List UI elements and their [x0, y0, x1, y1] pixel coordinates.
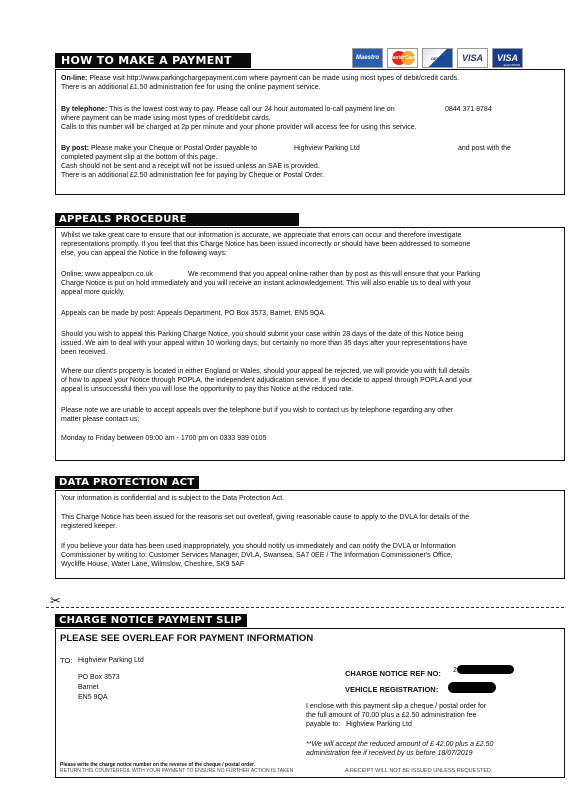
appeals-popla-1: Where our client's property is located in either England or Wales, should your appeal be rejected, we will provide you with full details [61, 368, 470, 375]
slip-footer-1: Please write the charge notice number on the reverse of the cheque / postal order. [60, 762, 256, 768]
post-line-1b: and post with the [458, 145, 511, 152]
appeals-window-1: Should you wish to appeal this Parking Charge Notice, you should submit your case within 28 days of the date of this Notice being [61, 331, 464, 338]
enclose-line-1: I enclose with this payment slip a cheque / postal order for [306, 703, 487, 710]
appeals-window-3: been received. [61, 349, 107, 356]
appeals-popla-2: of how to appeal your Notice through POPLA, the independent adjudication service. If you decide to appeal through POPLA and your [61, 377, 473, 384]
reduced-line-1: **We will accept the reduced amount of £ 42.00 plus a £2.50 [306, 741, 494, 748]
slip-address-3: EN5 9QA [78, 694, 108, 701]
post-line-2: completed payment slip at the bottom of this page. [61, 154, 218, 161]
data-protection-header: DATA PROTECTION ACT [55, 476, 199, 489]
payment-header: HOW TO MAKE A PAYMENT [55, 53, 251, 68]
appeals-online-3: appeal more quickly. [61, 289, 125, 296]
post-line-4: There is an additional £2.50 administration fee for paying by Cheque or Postal Order. [61, 172, 325, 179]
appeals-hours: Monday to Friday between 09:00 am - 1700 pm on 0333 939 0105 [61, 435, 267, 442]
appeals-intro-1: Whilst we take great care to ensure that our information is accurate, we appreciate that errors can occur and therefore investigate [61, 232, 462, 239]
post-line-3: Cash should not be sent and a receipt will not be issued unless an SAE is provided. [61, 163, 320, 170]
ref-no-value: 2 [453, 667, 457, 674]
dp-line-1: Your information is confidential and is subject to the Data Protection Act. [61, 495, 285, 502]
slip-footer-3: A RECEIPT WILL NOT BE ISSUED UNLESS REQUESTED. [345, 768, 493, 774]
appeals-window-2: issued. We aim to deal with your appeal within 10 working days, but certainly no more than 35 days after your representations have [61, 340, 468, 347]
dp-line-5: Commissioner by writing to: Customer Services Manager, DVLA, Swansea, SA7 0EE / The Information Commissioner's Office, [61, 552, 453, 559]
visa-electron-logo-icon: VISA ELECTRON [492, 48, 523, 68]
visa-logo-icon: VISA [457, 48, 488, 68]
online-line-1: On-line: Please visit http://www.parkingchargepayment.com where payment can be made using most types of debit/credit cards. [61, 75, 460, 82]
enclose-line-3: payable to: Highview Parking Ltd [306, 721, 412, 728]
phone-number: 0844 371 8784 [445, 106, 492, 113]
reduced-line-2: administration fee if received by us before 18/07/2019 [306, 750, 473, 757]
cut-line [46, 607, 564, 608]
vehicle-reg-redaction [448, 682, 496, 693]
phone-line-3: Calls to this number will be charged at 2p per minute and your phone provider will access fee for using this service. [61, 124, 417, 131]
appeals-popla-3: appeal is unsuccessful then you will lose the opportunity to pay this Notice at the reduced rate. [61, 386, 354, 393]
slip-to-name: Highview Parking Ltd [78, 657, 144, 664]
appeals-online-2: Charge Notice is put on hold immediately and you will receive an instant acknowledgement. This will also enable us to deal with your [61, 280, 471, 287]
enclose-line-2: the full amount of 70.00 plus a £2.50 administration fee [306, 712, 477, 719]
dp-line-4: If you believe your data has been used inappropriately, you should notify us immediately and can notify the DVLA or Information [61, 543, 456, 550]
appeals-intro-3: else, you can appeal the Notice in the following ways: [61, 250, 227, 257]
delta-logo-icon: DELTA [422, 48, 453, 68]
slip-address-2: Barnet [78, 684, 99, 691]
slip-overleaf: PLEASE SEE OVERLEAF FOR PAYMENT INFORMATION [60, 633, 314, 644]
appeals-online-url[interactable]: Online: www.appealpcn.co.uk [61, 271, 153, 278]
dp-line-3: registered keeper. [61, 523, 118, 530]
card-logos [352, 48, 523, 68]
slip-footer-2: RETURN THIS COUNTERFOIL WITH YOUR PAYMENT TO ENSURE NO FURTHER ACTION IS TAKEN [60, 768, 294, 774]
maestro-logo-icon: Maestro [352, 48, 383, 68]
slip-header: CHARGE NOTICE PAYMENT SLIP [55, 614, 247, 627]
scissors-icon: ✂ [50, 594, 61, 609]
appeals-phone-1: Please note we are unable to accept appeals over the telephone but if you wish to contact us by telephone regarding any other [61, 407, 454, 414]
slip-to-label: TO: [60, 656, 73, 665]
appeals-post: Appeals can be made by post: Appeals Department, PO Box 3573, Barnet, EN5 9QA. [61, 310, 326, 317]
ref-no-redaction [457, 665, 514, 674]
appeals-online-1: We recommend that you appeal online rather than by post as this will ensure that your Parking [188, 271, 481, 278]
phone-line-2: where payment can be made using most types of credit/debit cards. [61, 115, 271, 122]
dp-line-6: Wycliffe House, Water Lane, Wilmslow, Cheshire, SK9 5AF [61, 561, 245, 568]
dp-line-2: This Charge Notice has been issued for the reasons set out overleaf, giving reasonable cause to apply to the DVLA for details of the [61, 514, 470, 521]
post-payee: Highview Parking Ltd [294, 145, 360, 152]
online-line-2: There is an additional £1.50 administration fee for using the online payment service. [61, 84, 321, 91]
mastercard-logo-icon: MasterCard [387, 48, 418, 68]
vehicle-reg-label: VEHICLE REGISTRATION: [345, 685, 439, 694]
appeals-header: APPEALS PROCEDURE [55, 213, 299, 226]
phone-line-1: By telephone: This is the lowest cost way to pay. Please call our 24 hour automated lo-call payment line on [61, 106, 395, 113]
slip-address-1: PO Box 3573 [78, 674, 120, 681]
post-line-1: By post: Please make your Cheque or Postal Order payable to [61, 145, 258, 152]
appeals-phone-2: matter please contact us: [61, 416, 140, 423]
ref-no-label: CHARGE NOTICE REF NO: [345, 669, 441, 678]
appeals-intro-2: representations promptly. If you feel that this Charge Notice has been issued incorrectly or should have been addressed to someone [61, 241, 471, 248]
